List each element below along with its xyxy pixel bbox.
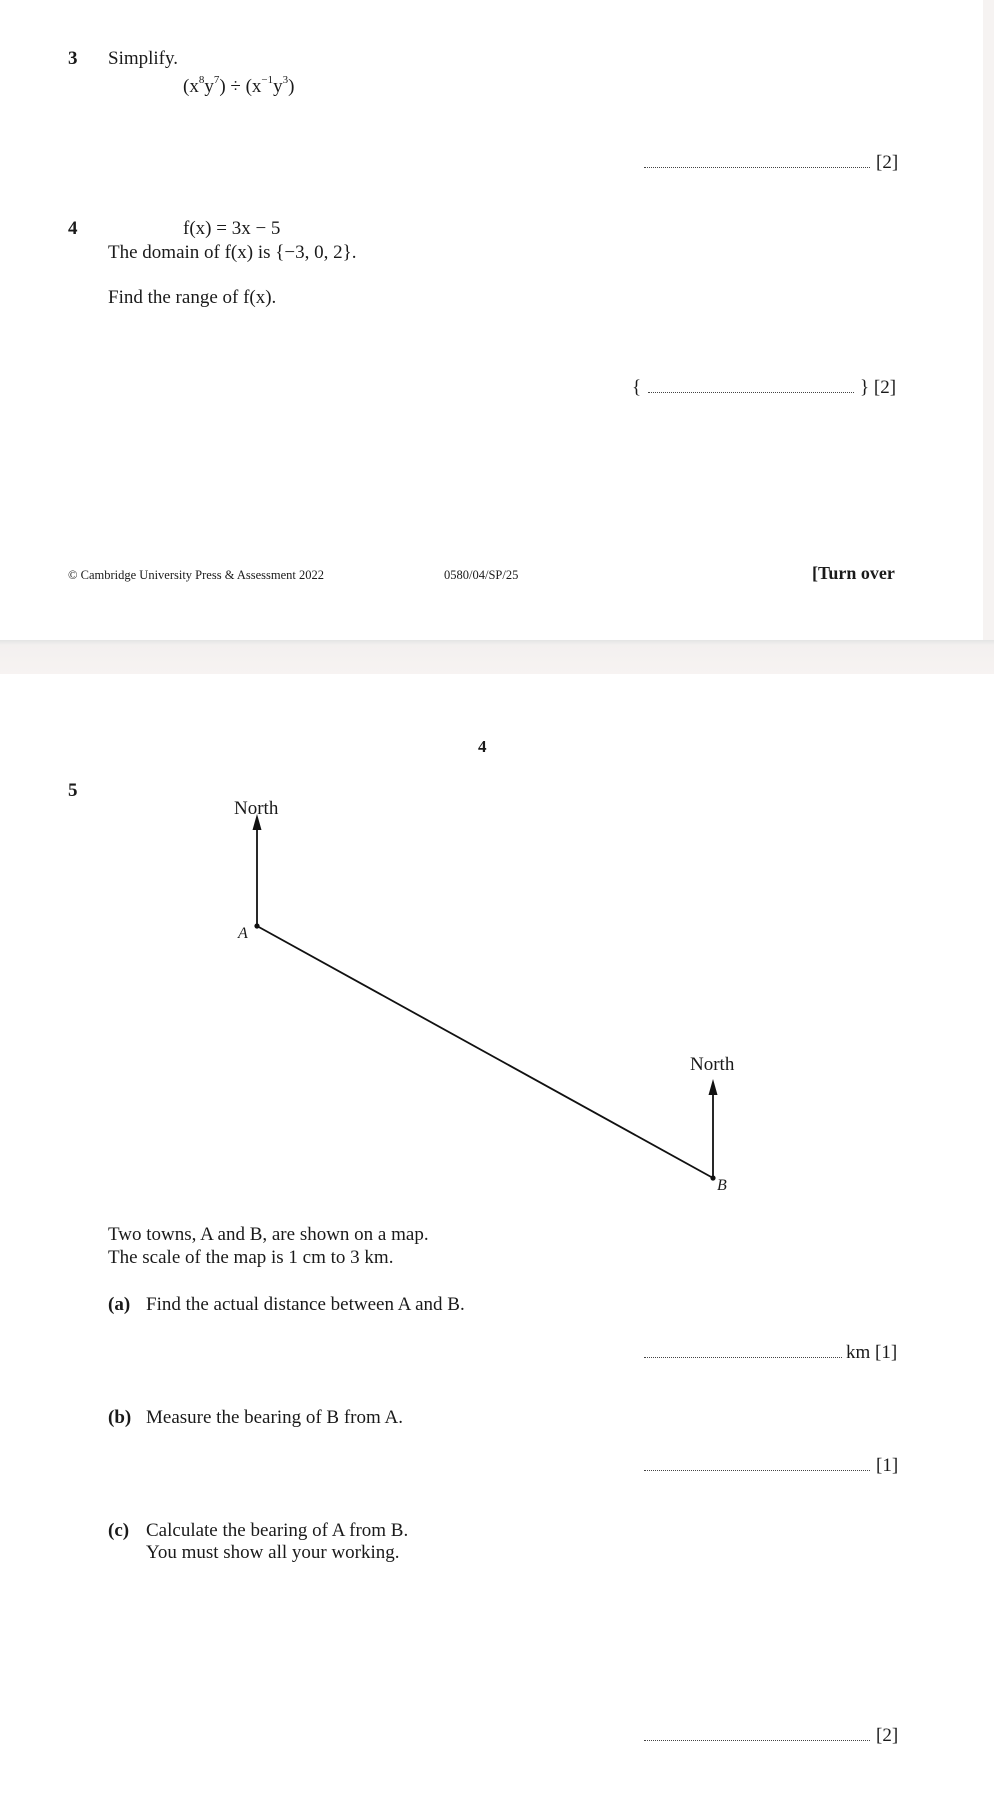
- line-a-to-b: [257, 926, 713, 1178]
- question-4-answer-line[interactable]: [648, 391, 854, 393]
- page-number: 4: [478, 737, 487, 756]
- north-label-b: North: [690, 1054, 735, 1075]
- page-separator: [0, 640, 994, 674]
- expr-part: ) ÷ (x: [219, 76, 262, 97]
- exponent: −1: [261, 74, 274, 86]
- point-a-label: A: [238, 925, 248, 942]
- exponent: 3: [282, 74, 289, 86]
- exponent: 7: [213, 74, 220, 86]
- expr-part: y: [204, 76, 214, 97]
- point-b-label: B: [717, 1177, 727, 1194]
- footer-turn-over: [Turn over: [812, 563, 895, 583]
- question-5-intro-line-1: Two towns, A and B, are shown on a map.: [108, 1224, 429, 1245]
- part-a-answer-line[interactable]: [644, 1356, 842, 1358]
- part-a-marks: km [1]: [846, 1342, 898, 1363]
- part-b-marks: [1]: [876, 1455, 899, 1476]
- question-3-marks: [2]: [876, 152, 899, 173]
- expr-part: (x: [183, 76, 199, 97]
- expr-part: ): [288, 76, 295, 97]
- question-5-number: 5: [68, 780, 78, 801]
- question-4-brace-open: {: [632, 377, 642, 398]
- question-4-instruction: Find the range of f(x).: [108, 287, 277, 308]
- part-c-answer-line[interactable]: [644, 1739, 870, 1741]
- question-4-number: 4: [68, 218, 78, 239]
- question-3-expression: [183, 76, 294, 98]
- part-c-marks: [2]: [876, 1725, 899, 1746]
- part-b-text: Measure the bearing of B from A.: [146, 1407, 403, 1428]
- exam-page-3: [0, 0, 983, 640]
- footer-copyright: © Cambridge University Press & Assessment 2022: [68, 568, 325, 582]
- question-3-instruction: Simplify.: [108, 48, 179, 69]
- exam-page-4: [0, 674, 994, 1804]
- point-a-marker: [254, 923, 259, 928]
- part-a-label: (a): [108, 1294, 131, 1315]
- question-5-intro-line-2: The scale of the map is 1 cm to 3 km.: [108, 1247, 394, 1268]
- footer-code: 0580/04/SP/25: [444, 568, 519, 582]
- bearing-map-diagram: [0, 674, 994, 1214]
- part-c-text-1: Calculate the bearing of A from B.: [146, 1520, 409, 1541]
- point-b-marker: [710, 1175, 715, 1180]
- north-arrowhead-b: [709, 1079, 718, 1095]
- part-c-label: (c): [108, 1520, 130, 1541]
- page-edge: [983, 0, 994, 640]
- expr-part: y: [273, 76, 283, 97]
- part-b-label: (b): [108, 1407, 132, 1428]
- exponent: 8: [198, 74, 205, 86]
- question-4-function: f(x) = 3x − 5: [183, 218, 281, 239]
- part-b-answer-line[interactable]: [644, 1469, 870, 1471]
- question-4-marks: } [2]: [860, 377, 897, 398]
- part-c-text-2: You must show all your working.: [146, 1542, 400, 1563]
- question-4-domain: The domain of f(x) is {−3, 0, 2}.: [108, 242, 357, 263]
- question-3-answer-line[interactable]: [644, 166, 870, 168]
- north-label-a: North: [234, 798, 279, 819]
- part-a-text: Find the actual distance between A and B.: [146, 1294, 465, 1315]
- question-3-number: 3: [68, 48, 78, 69]
